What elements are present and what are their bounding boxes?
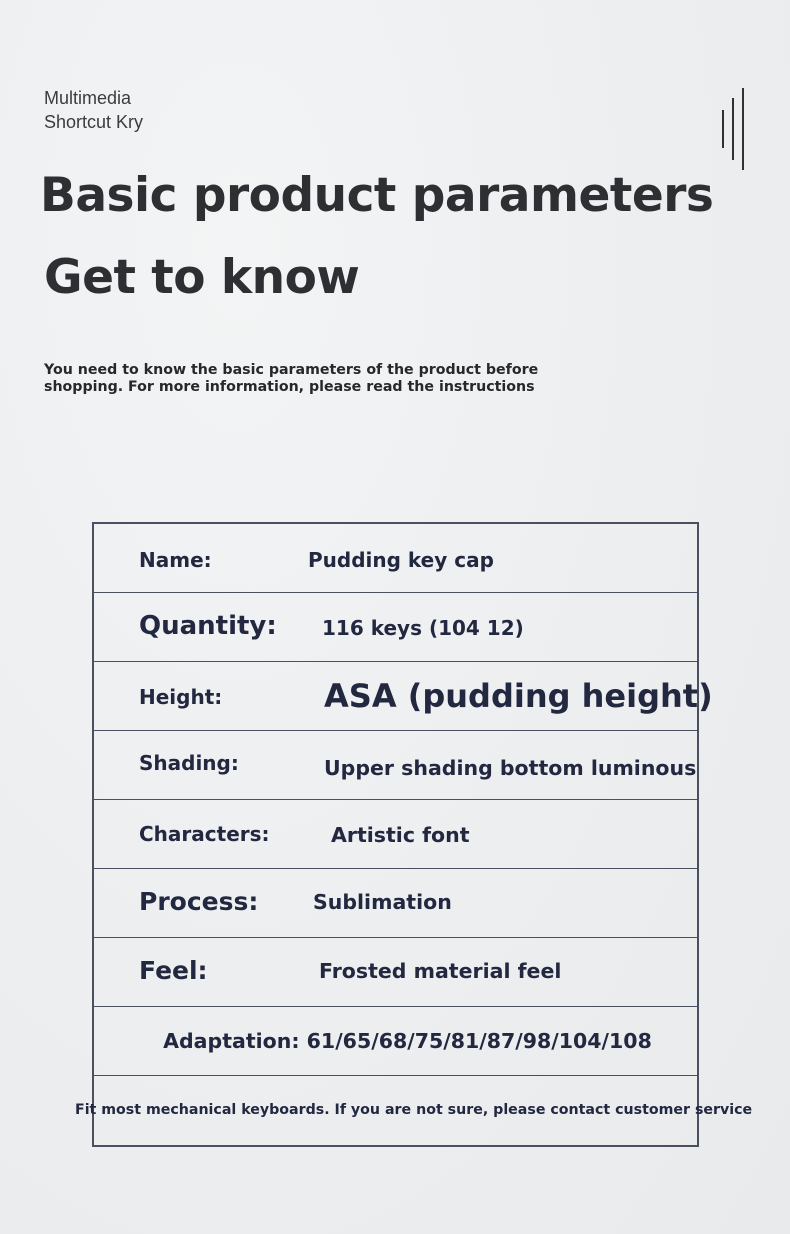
- param-value: Frosted material feel: [319, 959, 562, 983]
- param-row-process: [94, 869, 697, 938]
- param-label: Name:: [139, 548, 212, 572]
- param-row-quantity: [94, 593, 697, 662]
- vertical-bars-icon: [722, 88, 748, 170]
- param-value: Upper shading bottom luminous: [324, 756, 697, 780]
- brand-line-2: Shortcut Kry: [44, 112, 144, 132]
- param-value: Artistic font: [331, 823, 470, 847]
- intro-line-1: You need to know the basic parameters of the product before: [44, 362, 539, 378]
- note-text: Fit most mechanical keyboards. If you are not sure, please contact customer service: [75, 1102, 753, 1118]
- parameters-table: [75, 522, 753, 1147]
- param-value: ASA (pudding height): [324, 677, 713, 715]
- intro-text: [44, 362, 564, 396]
- param-row-characters: [94, 800, 697, 869]
- param-label: Characters:: [139, 822, 270, 846]
- param-row-shading: [94, 731, 697, 800]
- intro-line-2: shopping. For more information, please read the instructions: [44, 379, 535, 395]
- param-row-height: [94, 662, 713, 731]
- param-label: Shading:: [139, 751, 239, 775]
- param-row-name: [94, 524, 697, 593]
- brand-line-1: Multimedia: [44, 88, 132, 108]
- param-label: Quantity:: [139, 611, 277, 641]
- page-subtitle: Get to know: [44, 250, 360, 305]
- adaptation-row: [94, 1007, 697, 1076]
- adaptation-text: Adaptation: 61/65/68/75/81/87/98/104/108: [163, 1029, 652, 1053]
- param-label: Height:: [139, 685, 223, 709]
- param-row-feel: [94, 938, 697, 1007]
- param-value: Pudding key cap: [308, 548, 494, 572]
- param-label: Process:: [139, 887, 259, 916]
- param-label: Feel:: [139, 956, 208, 985]
- note-row: [75, 1076, 753, 1145]
- brand-label: [44, 86, 143, 134]
- param-value: Sublimation: [313, 890, 452, 914]
- param-value: 116 keys (104 12): [322, 616, 524, 640]
- page-title: Basic product parameters: [40, 168, 714, 223]
